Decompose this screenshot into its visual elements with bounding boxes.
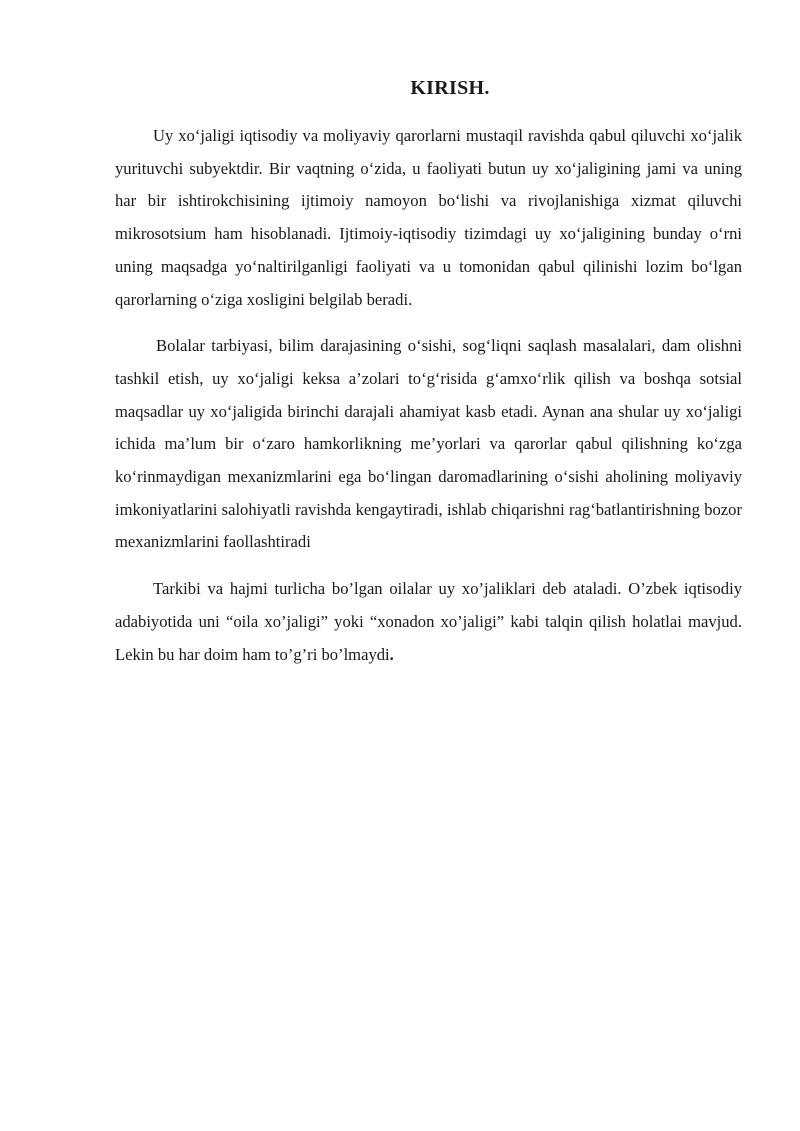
paragraph-1: Uy xo‘jaligi iqtisodiy va moliyaviy qarorlarni mustaqil ravishda qabul qiluvchi xo‘jalik yurituvchi subyektdir. Bir vaqtning o‘zida, u faoliyati butun uy xo‘jaligining jami va uning har bir ishtirokchisining ijtimoiy namoyon bo‘lishi va rivojlanishiga xizmat qiluvchi mikrosotsium ham hisoblanadi. Ijtimoiy-iqtisodiy tizimdagi uy xo‘jaligining bunday o‘rni uning maqsadga yo‘naltirilganligi faoliyati va u tomonidan qabul qilinishi lozim bo‘lgan qarorlarning o‘ziga xosligini belgilab beradi.	[115, 126, 742, 309]
page-title: KIRISH.	[410, 77, 490, 99]
document-body	[115, 120, 742, 685]
paragraph-3	[115, 573, 742, 671]
paragraph-3-text: Tarkibi va hajmi turlicha bo’lgan oilalar uy xo’jaliklari deb ataladi. O’zbek iqtisodiy adabiyotida uni “oila xo’jaligi” yoki “xonadon xo’jaligi” kabi talqin qilish holatlai mavjud. Lekin bu har doim ham to’g’ri bo’lmaydi	[115, 579, 742, 664]
paragraph-3-final-period: .	[389, 644, 394, 664]
paragraph-2: Bolalar tarbiyasi, bilim darajasining o‘sishi, sog‘liqni saqlash masalalari, dam olishni tashkil etish, uy xo‘jaligi keksa a’zolari to‘g‘risida g‘amxo‘rlik qilish va boshqa sotsial maqsadlar uy xo‘jaligida birinchi darajali ahamiyat kasb etadi. Aynan ana shular uy xo‘jaligi ichida ma’lum bir o‘zaro hamkorlikning me’yorlari va qarorlar qabul qilishning ko‘zga ko‘rinmaydigan mexanizmlarini ega bo‘lingan daromadlarining o‘sishi aholining moliyaviy imkoniyatlarini salohiyatli ravishda kengaytiradi, ishlab chiqarishni rag‘batlantirishning bozor mexanizmlarini faollashtiradi	[115, 336, 742, 552]
